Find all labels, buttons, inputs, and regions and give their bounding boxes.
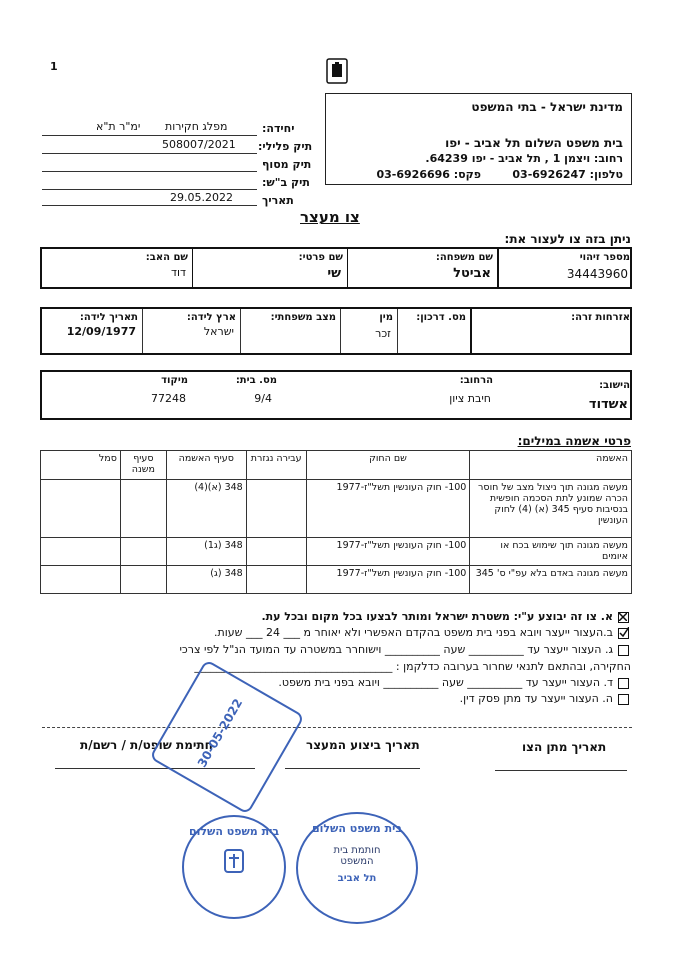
state-emblem-icon <box>326 58 348 84</box>
house-number-label: מס. בית: <box>235 375 277 386</box>
document-subtitle: ניתן בזה צו לעצור את: <box>504 232 631 246</box>
id-value: 34443960 <box>566 267 628 281</box>
court-seal-right <box>296 812 418 924</box>
court-header-box <box>325 93 632 185</box>
charges-header-row <box>41 451 632 480</box>
father-name-value: דוד <box>170 266 186 279</box>
court-name: בית משפט השלום תל אביב - יפו <box>445 136 623 150</box>
option-d-checkbox[interactable] <box>618 678 629 689</box>
date-label: תאריך <box>262 194 294 207</box>
gender-label: מין <box>379 312 393 323</box>
seal-right-bottom-text: תל אביב <box>337 873 377 884</box>
separator <box>42 727 632 728</box>
charges-section-title: פרטי אשמה במילים: <box>517 434 631 448</box>
section-text: 348 (ג1) <box>166 538 246 566</box>
unit-value-2: ימ"ר ת"א <box>96 120 141 133</box>
charge-text: מעשה מגונה תוך שימוש בכח או איומים <box>470 538 632 566</box>
house-number-value: 9/4 <box>254 392 272 405</box>
foreign-citizenship-label: אזרחות זרה: <box>571 312 630 323</box>
court-file-label: תיק ב"ש: <box>262 176 310 189</box>
exec-date-label: תאריך ביצוע המעצר <box>306 738 420 752</box>
option-e-checkbox[interactable] <box>618 694 629 705</box>
seal-left-text: בית משפט השלום <box>188 825 280 838</box>
birth-country-value: ישראל <box>203 325 234 338</box>
court-address: רחוב: ויצמן 1 , תל אביב - יפו 64239. <box>425 152 623 165</box>
charge-text: מעשה מגונה באדם בלא עפ"י ס' 345 <box>470 566 632 594</box>
document-title: צו מעצר <box>300 208 360 226</box>
person-extra-row <box>40 307 632 355</box>
law-text: 100- חוק העונשין תשל"ז-1977 <box>306 480 470 538</box>
criminal-file-label: תיק פלילי: <box>258 140 313 153</box>
birth-country-label: ארץ לידה: <box>186 312 236 323</box>
seal-right-top-text: בית משפט השלום <box>311 822 403 835</box>
order-date-label: תאריך מתן הצו <box>522 740 607 754</box>
header-charge: האשמה <box>470 451 632 480</box>
last-name-value: אביטל <box>453 266 491 281</box>
option-a-checkbox[interactable] <box>618 612 629 623</box>
table-row <box>41 566 632 594</box>
person-details-row <box>40 247 632 289</box>
id-label: מספר זיהוי <box>579 252 630 263</box>
unit-label: יחידה: <box>262 122 295 135</box>
state-line: מדינת ישראל - בתי המשפט <box>471 100 623 114</box>
header-symbol: סמל <box>41 451 121 480</box>
date-stamp-text: 30-05-2022 <box>194 696 246 770</box>
court-seal-left <box>182 815 286 919</box>
classified-file-label: תיק מסוף <box>262 158 312 171</box>
header-subsection: סעיף משנה <box>120 451 166 480</box>
charges-table <box>40 450 632 594</box>
header-derived: עבירה נגזרת <box>246 451 306 480</box>
criminal-file-value: 508007/2021 <box>162 138 236 151</box>
law-text: 100- חוק העונשין תשל"ז-1977 <box>306 566 470 594</box>
city-value: אשדוד <box>588 397 628 412</box>
marital-status-label: מצב משפחתי: <box>270 312 336 323</box>
date-value: 29.05.2022 <box>170 191 233 204</box>
option-b-checkbox[interactable] <box>618 628 629 639</box>
option-c-text: ג. העצור ייעצר עד __________ שעה __________ וישוחרר במשטרה עד המועד הנ"ל לפי צרכי <box>179 643 613 656</box>
table-row <box>41 538 632 566</box>
street-value: חיבת ציון <box>449 392 491 405</box>
last-name-label: שם משפחה: <box>435 252 493 263</box>
law-text: 100- חוק העונשין תשל"ז-1977 <box>306 538 470 566</box>
option-e-text: ה. העצור ייעצר עד מתן פסק דין. <box>459 692 613 705</box>
option-d-text: ד. העצור ייעצר עד __________ שעה __________ ויובא בפני בית משפט. <box>278 676 613 689</box>
page-number: 1 <box>50 60 58 73</box>
zip-value: 77248 <box>151 392 186 405</box>
address-row <box>40 370 632 420</box>
first-name-value: שי <box>327 266 341 281</box>
charge-text: מעשה מגונה תוך ניצול מצב של חוסר הכרה שמונע לתת הסכמה חופשית בנסיבות סעיף 345 (א) (4) לחוק העונשין <box>470 480 632 538</box>
passport-label: מס. דרכון: <box>416 312 466 323</box>
option-c-text-2: החקירה, ובהתאם לתנאי שחרור בערובה כדלקמן : ____________________________________ <box>194 660 631 673</box>
first-name-label: שם פרטי: <box>298 252 343 263</box>
gender-value: זכר <box>375 327 391 340</box>
header-section: סעיף האשמה <box>166 451 246 480</box>
menorah-icon <box>219 846 249 876</box>
street-label: הרחוב: <box>459 375 493 386</box>
seal-right-center-text: חותמת בית המשפט <box>333 845 381 867</box>
option-c-checkbox[interactable] <box>618 645 629 656</box>
unit-value: מפלג חקירות <box>165 120 228 133</box>
section-text: 348 (ג) <box>166 566 246 594</box>
father-name-label: שם האב: <box>145 252 188 263</box>
option-b-text: ב.העצור ייעצר ויובא בפני בית משפט בהקדם האפשרי ולא יאוחר מ ___ 24 ___ שעות. <box>214 626 613 639</box>
birth-date-value: 12/09/1977 <box>66 325 136 338</box>
table-row <box>41 480 632 538</box>
option-a-text: א. צו זה יבוצע ע"י: משטרת ישראל ומותר לבצעו בכל מקום ובכל עת. <box>261 610 613 623</box>
zip-label: מיקוד <box>161 375 188 386</box>
signature-label: חתימת שופט/ת / רשם/ת <box>80 738 213 752</box>
header-law: שם החוק <box>306 451 470 480</box>
city-label: הישוב: <box>599 380 630 391</box>
section-text: 348 (א)(4) <box>166 480 246 538</box>
birth-date-label: תאריך לידה: <box>79 312 138 323</box>
court-phone: טלפון: 03-6926247 <box>512 168 623 181</box>
court-fax: פקס: 03-6926696 <box>376 168 481 181</box>
